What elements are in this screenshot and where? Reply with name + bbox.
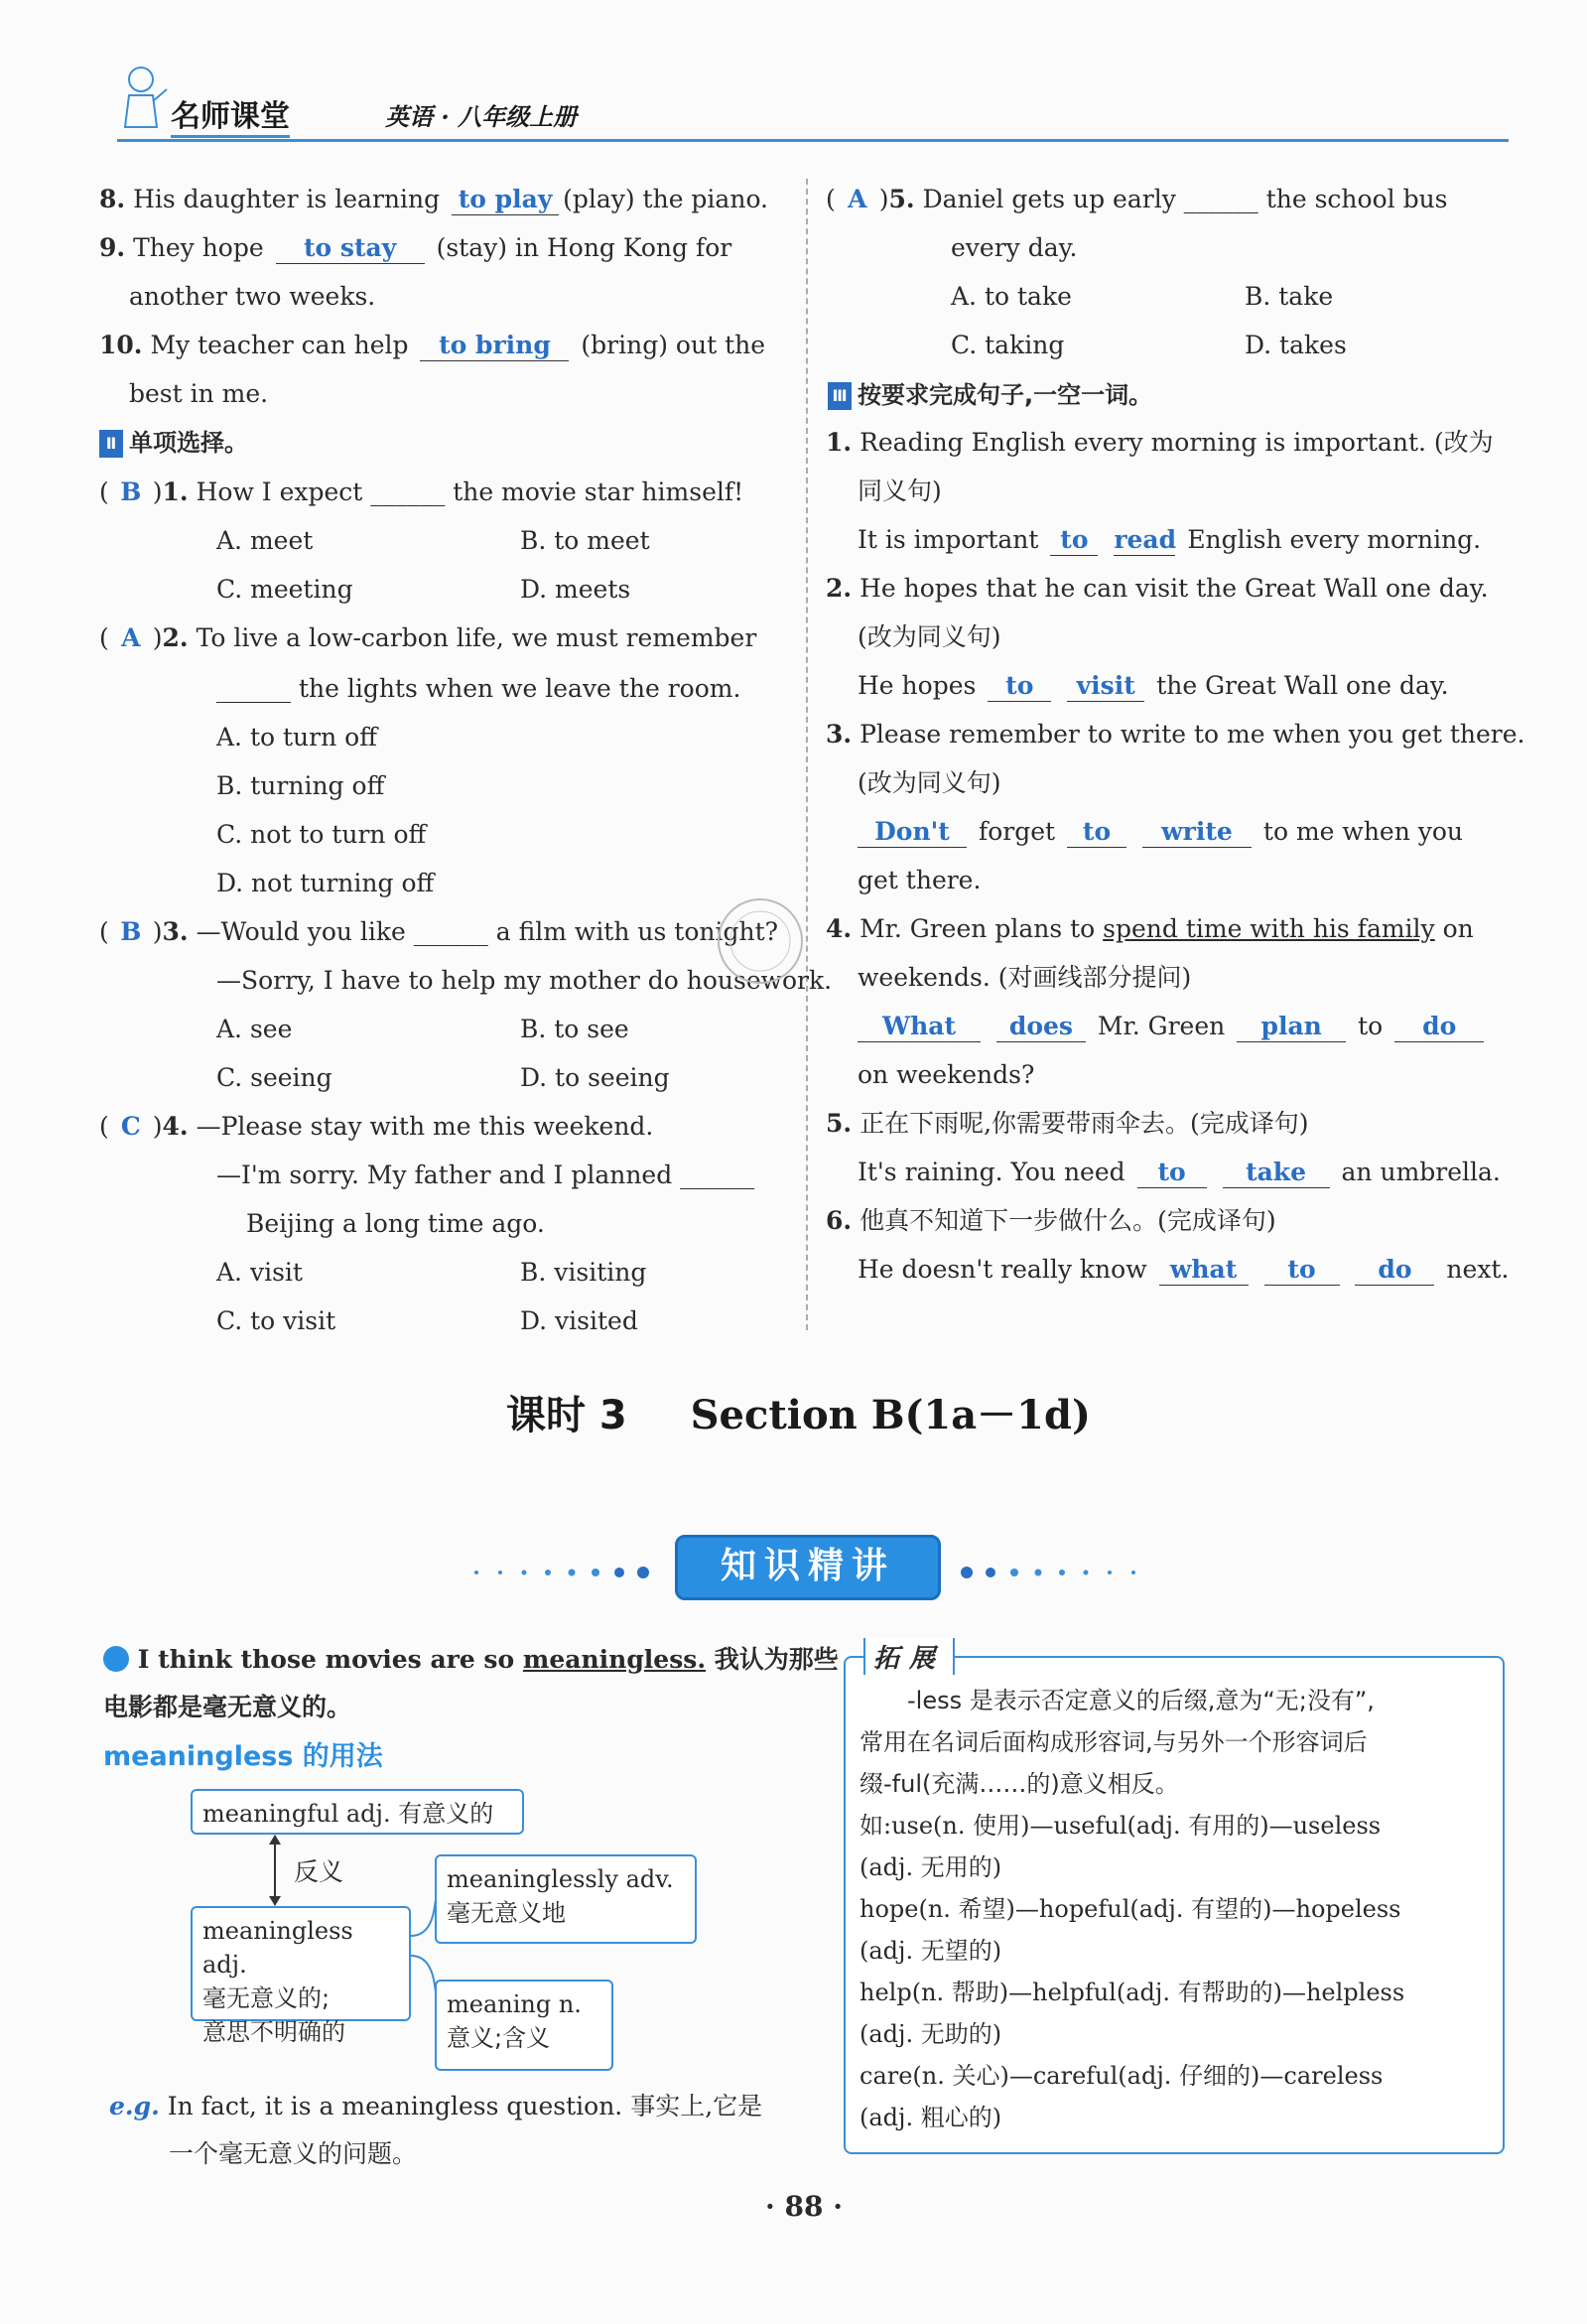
answer-line-cont: get there. [858, 866, 982, 894]
item-text: My teacher can help [150, 331, 409, 359]
answer-line [858, 1252, 1509, 1288]
option: C. taking [951, 331, 1065, 359]
answer-line [858, 1009, 1488, 1044]
answer-line [858, 1155, 1501, 1190]
choice-q1: ( B )1. How I expect ______ the movie star himself! [99, 475, 743, 510]
banner-dots-right [953, 1563, 1151, 1582]
fill-item-10-cont: best in me. [129, 379, 269, 408]
answer-text: to me when you [1262, 817, 1464, 846]
item-text: (stay) in Hong Kong for [436, 233, 732, 262]
knowledge-sentence-cont: 电影都是毫无意义的。 [103, 1693, 352, 1721]
question-stem: Daniel gets up early ______ the school bus [922, 185, 1448, 213]
question-text-cont: (改为同义句) [858, 622, 1001, 651]
box-meaning-line: meaning n. [447, 1990, 582, 2018]
box-meaning-line: 意义;含义 [447, 2024, 551, 2052]
example-sentence-cont: 一个毫无意义的问题。 [169, 2139, 418, 2168]
answer-blank: what [1159, 1255, 1249, 1286]
header-brand: 名师课堂 [171, 91, 290, 138]
extension-line: help(n. 帮助)—helpful(adj. 有帮助的)—helpless [860, 1979, 1405, 2006]
section-badge: Ⅱ [99, 430, 123, 458]
item-number: 4. [162, 1112, 189, 1141]
answer-text: It is important [858, 525, 1039, 554]
stamp-icon [711, 891, 810, 991]
section-2-heading [99, 425, 248, 461]
item-number: 1. [162, 478, 189, 506]
banner-text: 知识精讲 [720, 1546, 895, 1586]
column-divider [806, 179, 808, 1330]
answer-line [858, 814, 1463, 850]
fill-item-8 [99, 182, 768, 217]
mascot-icon [115, 62, 169, 141]
lesson-title-en: Section B(1a－1d) [690, 1392, 1091, 1438]
question-stem: —Please stay with me this weekend. [196, 1112, 654, 1141]
answer-text: It's raining. You need [858, 1158, 1125, 1186]
question-stem: —Would you like ______ a film with us tonight? [196, 917, 779, 946]
question-text-cont: weekends. (对画线部分提问) [858, 963, 1192, 992]
translate-q6 [826, 1203, 1276, 1239]
item-text: (play) the piano. [563, 185, 768, 213]
answer-blank: visit [1067, 671, 1144, 702]
section-title: 单项选择。 [129, 429, 248, 457]
option: D. to seeing [520, 1063, 670, 1092]
item-number: 1. [826, 428, 853, 457]
eg-label: e.g. [109, 2092, 160, 2120]
option: D. takes [1245, 331, 1347, 359]
answer-text: the Great Wall one day. [1156, 671, 1449, 700]
question-stem-cont: —I'm sorry. My father and I planned ______ [216, 1161, 755, 1189]
answer-blank: Don't [858, 817, 967, 848]
item-number: 5. [888, 185, 915, 213]
question-text: He hopes that he can visit the Great Wall one day. [860, 574, 1489, 603]
answer-text: next. [1446, 1255, 1510, 1284]
answer-blank: to [1137, 1158, 1207, 1188]
question-stem-cont: Beijing a long time ago. [246, 1209, 545, 1238]
option: A. visit [216, 1258, 303, 1287]
section-title: 按要求完成句子,一空一词。 [858, 381, 1153, 409]
answer-text: He hopes [858, 671, 977, 700]
extension-box [844, 1644, 1505, 2154]
item-number: 8. [99, 185, 126, 213]
usage-title: meaningless 的用法 [103, 1741, 383, 1772]
fill-item-9 [99, 230, 731, 266]
header-subject: 英语 · 八年级上册 [385, 102, 578, 131]
answer-blank: to [1067, 817, 1126, 848]
section-3-heading [828, 377, 1152, 413]
bullet-icon [103, 1646, 129, 1672]
question-text: 他真不知道下一步做什么。(完成译句) [860, 1206, 1276, 1235]
option: C. not to turn off [216, 820, 427, 849]
section-badge: Ⅲ [828, 382, 852, 410]
item-text: They hope [133, 233, 264, 262]
translate-q5 [826, 1106, 1309, 1142]
knowledge-banner [675, 1535, 941, 1600]
choice-answer: C [120, 1112, 141, 1141]
option: B. to meet [520, 526, 650, 555]
item-number: 2. [826, 574, 853, 603]
extension-line: (adj. 无用的) [860, 1853, 1002, 1881]
item-number: 2. [162, 623, 189, 652]
question-text: 正在下雨呢,你需要带雨伞去。(完成译句) [860, 1109, 1309, 1138]
lesson-title [506, 1384, 1091, 1440]
question-stem: How I expect ______ the movie star himself! [196, 478, 744, 506]
question-text: Mr. Green plans to [860, 914, 1096, 943]
question-text-cont: 同义句) [858, 477, 942, 505]
rewrite-q2 [826, 571, 1489, 607]
choice-q2: ( A )2. To live a low-carbon life, we must remember [99, 620, 756, 656]
item-number: 9. [99, 233, 126, 262]
option: B. take [1245, 282, 1334, 311]
question-text-cont: (改为同义句) [858, 768, 1001, 797]
answer-line [858, 522, 1481, 558]
option: D. not turning off [216, 869, 435, 897]
choice-q3: ( B )3. —Would you like ______ a film with us tonight? [99, 914, 778, 950]
choice-q4: ( C )4. —Please stay with me this weekend. [99, 1109, 653, 1145]
option: D. meets [520, 575, 631, 604]
answer-blank: take [1223, 1158, 1330, 1188]
choice-answer: B [120, 917, 142, 946]
box-meaningless-line: meaningless adj. [202, 1917, 353, 1979]
option: A. to take [951, 282, 1072, 311]
sentence-en: I think those movies are so [137, 1645, 515, 1674]
answer-line-cont: on weekends? [858, 1060, 1035, 1089]
extension-line: 如:use(n. 使用)—useful(adj. 有用的)—useless [860, 1812, 1382, 1840]
answer-blank: read [1114, 525, 1177, 554]
answer-text: Mr. Green [1097, 1012, 1226, 1040]
sentence-key: meaningless. [522, 1645, 707, 1674]
sentence-cn: 我认为那些 [714, 1645, 839, 1674]
fill-item-9-cont: another two weeks. [129, 282, 376, 311]
item-number: 4. [826, 914, 853, 943]
extension-lines [860, 1680, 1491, 2138]
box-meaningless-line: 毫无意义的; [202, 1984, 331, 2012]
item-number: 10. [99, 331, 143, 359]
knowledge-sentence [103, 1642, 839, 1678]
answer-blank: write [1142, 817, 1252, 848]
box-meaningless [191, 1906, 411, 2046]
underlined-phrase: spend time with his family [1103, 914, 1435, 943]
box-meaninglessly-line: meaninglessly adv. [447, 1865, 674, 1893]
item-number: 3. [162, 917, 189, 946]
antonym-label: 反义 [294, 1857, 344, 1886]
answer-blank: What [858, 1012, 981, 1042]
page-number: · 88 · [765, 2190, 843, 2223]
option: C. to visit [216, 1306, 336, 1335]
answer-text: an umbrella. [1341, 1158, 1501, 1186]
question-stem: To live a low-carbon life, we must remember [196, 623, 757, 652]
question-text: Please remember to write to me when you get there. [860, 720, 1525, 749]
item-number: 6. [826, 1206, 853, 1235]
box-meaningless-line: 意思不明确的 [202, 2018, 345, 2046]
option: A. meet [216, 526, 314, 555]
answer-blank: plan [1237, 1012, 1346, 1042]
extension-line: (adj. 无助的) [860, 2020, 1002, 2048]
choice-q5: ( A )5. Daniel gets up early ______ the school bus [826, 182, 1448, 217]
answer-text: He doesn't really know [858, 1255, 1147, 1284]
option: B. turning off [216, 771, 385, 800]
header-rule [117, 139, 1509, 142]
extension-line: -less 是表示否定意义的后缀,意为“无;没有”, [907, 1687, 1375, 1714]
option: B. to see [520, 1015, 629, 1043]
extension-line: care(n. 关心)—careful(adj. 仔细的)—careless [860, 2062, 1384, 2090]
answer-blank: to stay [276, 233, 425, 264]
option: C. seeing [216, 1063, 332, 1092]
eg-text: In fact, it is a meaningless question. 事实上,它是 [167, 2092, 763, 2120]
choice-answer: A [848, 185, 867, 213]
box-meaninglessly [435, 1854, 697, 1944]
option: B. visiting [520, 1258, 647, 1287]
option: A. to turn off [216, 723, 377, 752]
item-text: (bring) out the [581, 331, 766, 359]
extension-line: hope(n. 希望)—hopeful(adj. 有望的)—hopeless [860, 1895, 1401, 1923]
question-text: Reading English every morning is important. (改为 [860, 428, 1494, 457]
extension-line: (adj. 无望的) [860, 1937, 1002, 1965]
answer-line [858, 668, 1449, 704]
header [109, 62, 1509, 147]
answer-blank: do [1355, 1255, 1434, 1286]
banner-dots-left [466, 1563, 665, 1582]
extension-line: (adj. 粗心的) [860, 2104, 1002, 2131]
choice-answer: A [121, 623, 141, 652]
answer-blank: do [1394, 1012, 1484, 1042]
example-sentence [109, 2089, 762, 2124]
lesson-title-cn: 课时 3 [506, 1393, 627, 1438]
answer-blank: to [1050, 525, 1098, 556]
question-text: on [1442, 914, 1474, 943]
item-text: His daughter is learning [133, 185, 441, 213]
answer-text: to [1358, 1012, 1384, 1040]
box-meaning [435, 1980, 613, 2071]
choice-answer: B [120, 478, 142, 506]
option: D. visited [520, 1306, 638, 1335]
answer-text: English every morning. [1187, 525, 1482, 554]
box-meaningful: meaningful adj. 有意义的 [191, 1789, 524, 1835]
extension-line: 缀-ful(充满……的)意义相反。 [860, 1770, 1179, 1798]
extension-tag: 拓展 [863, 1638, 955, 1675]
option: A. see [216, 1015, 293, 1043]
rewrite-q4 [826, 911, 1474, 947]
fill-item-10 [99, 328, 765, 363]
extension-line: 常用在名词后面构成形容词,与另外一个形容词后 [860, 1728, 1368, 1756]
box-meaninglessly-line: 毫无意义地 [447, 1899, 566, 1927]
answer-blank: to [1264, 1255, 1340, 1286]
question-stem-cont: ______ the lights when we leave the room. [216, 674, 741, 703]
answer-blank: to [988, 671, 1051, 702]
rewrite-q1 [826, 425, 1494, 461]
item-number: 5. [826, 1109, 853, 1138]
question-stem-cont: every day. [951, 233, 1078, 262]
option: C. meeting [216, 575, 353, 604]
answer-text: forget [978, 817, 1056, 846]
antonym-arrow-icon [260, 1835, 290, 1906]
item-number: 3. [826, 720, 853, 749]
answer-blank: to play [452, 185, 559, 215]
answer-blank: to bring [420, 331, 569, 361]
rewrite-q3 [826, 717, 1524, 752]
answer-blank: does [996, 1012, 1086, 1042]
question-stem-cont: —Sorry, I have to help my mother do housework. [216, 966, 833, 995]
